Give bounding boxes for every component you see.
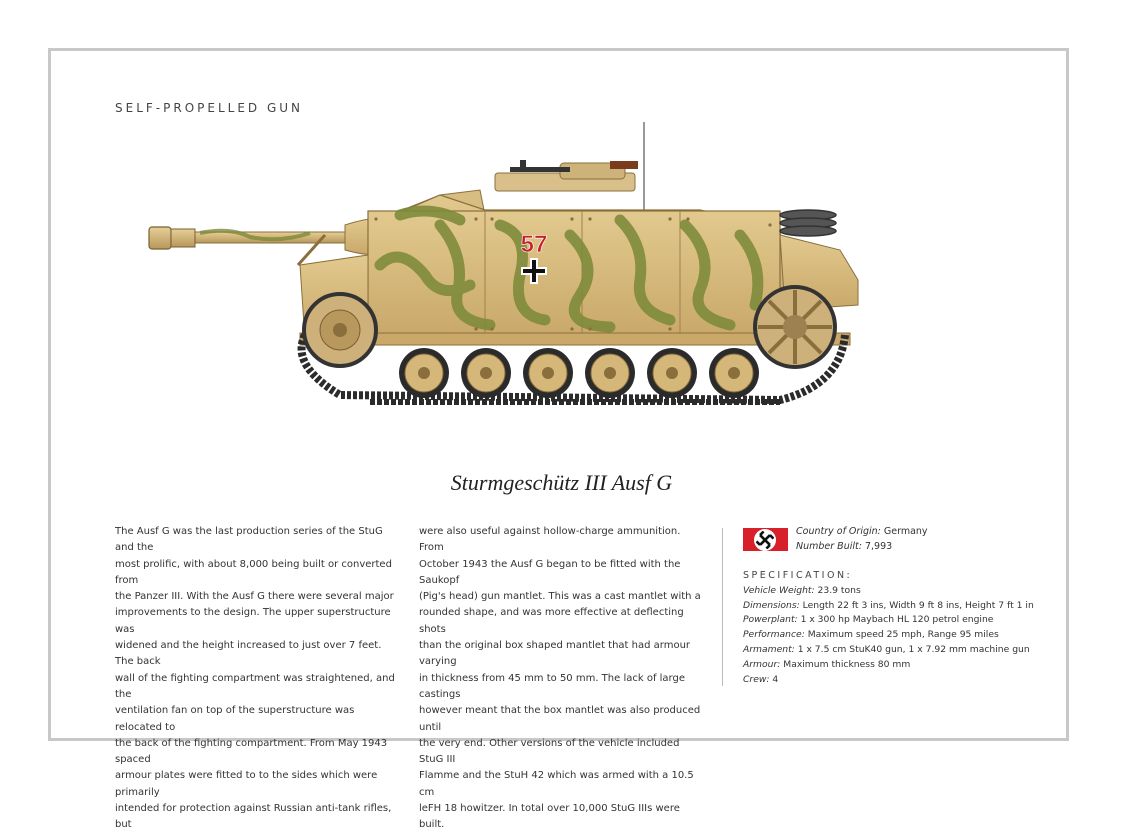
specification-block <box>743 569 1034 687</box>
number-built: Number Built: 7,993 <box>796 541 893 552</box>
column-divider <box>722 528 723 686</box>
description-line: the Panzer III. With the Ausf G there were several major <box>115 591 394 603</box>
description-line: than the original box shaped mantlet that had armour varying <box>419 640 691 668</box>
spec-item: Armament: 1 x 7.5 cm StuK40 gun, 1 x 7.92 mm machine gun <box>743 643 1030 655</box>
description-line: were also useful against hollow-charge ammunition. From <box>419 526 681 554</box>
description-line: in thickness from 45 mm to 50 mm. The lack of large castings <box>419 672 685 700</box>
description-line: ventilation fan on top of the superstructure was relocated to <box>115 705 355 733</box>
tank-illustration <box>140 115 880 415</box>
flag-icon <box>743 528 788 551</box>
description-line: the back of the fighting compartment. From May 1943 spaced <box>115 737 388 766</box>
spec-item: Performance: Maximum speed 25 mph, Range 95 miles <box>743 629 999 641</box>
description-line: however meant that the box mantlet was also produced until <box>419 705 701 733</box>
description-line: widened and the height increased to just over 7 feet. The back <box>115 640 382 668</box>
description-line: most prolific, with about 8,000 being built or converted from <box>115 558 392 586</box>
description-line: the very end. Other versions of the vehicle included StuG III <box>419 737 680 766</box>
spec-item: Vehicle Weight: 23.9 tons <box>743 584 861 596</box>
vehicle-title: Sturmgeschütz III Ausf G <box>450 470 673 495</box>
description-line: armour plates were fitted to to the sides which were primarily <box>115 770 378 798</box>
description-line: wall of the fighting compartment was straightened, and the <box>115 672 395 700</box>
description-column-2 <box>419 524 704 834</box>
category-label: SELF-PROPELLED GUN <box>115 101 304 115</box>
spec-item: Armour: Maximum thickness 80 mm <box>743 658 911 670</box>
spec-item: Powerplant: 1 x 300 hp Maybach HL 120 petrol engine <box>743 614 994 626</box>
description-line: Flamme and the StuH 42 which was armed with a 10.5 cm <box>419 770 694 798</box>
spec-item: Crew: 4 <box>743 673 779 685</box>
description-line: October 1943 the Ausf G began to be fitted with the Saukopf <box>419 558 681 586</box>
marking-number: 57 <box>520 231 548 258</box>
description-line: The Ausf G was the last production series of the StuG and the <box>115 526 383 554</box>
description-line: leFH 18 howitzer. In total over 10,000 StuG IIIs were built. <box>419 803 680 831</box>
spec-item: Dimensions: Length 22 ft 3 ins, Width 9 ft 8 ins, Height 7 ft 1 in <box>743 599 1034 611</box>
specification-heading: SPECIFICATION: <box>743 570 853 581</box>
description-line: (Pig's head) gun mantlet. This was a cast mantlet with a <box>419 591 701 603</box>
description-line: improvements to the design. The upper superstructure was <box>115 607 391 635</box>
origin-block <box>796 524 928 554</box>
country-of-origin: Country of Origin: Germany <box>796 526 928 537</box>
description-column-1 <box>115 524 400 834</box>
description-line: rounded shape, and was more effective at deflecting shots <box>419 607 684 635</box>
description-line: intended for protection against Russian anti-tank rifles, but <box>115 803 392 831</box>
